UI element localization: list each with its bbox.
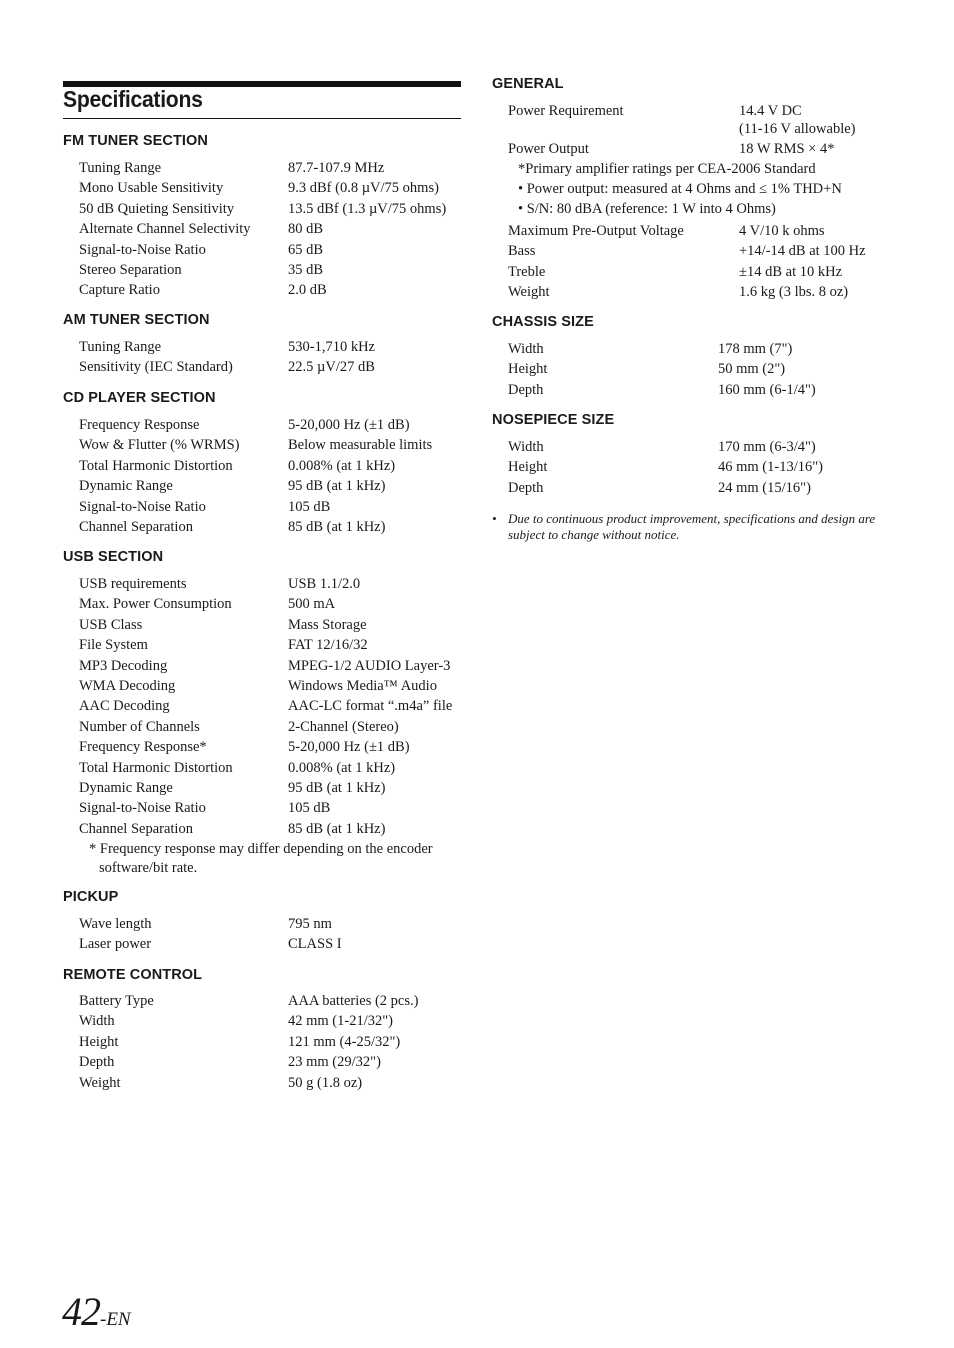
spec-value: 105 dB xyxy=(288,498,331,515)
spec-label: Frequency Response xyxy=(79,417,200,433)
spec-value: 42 mm (1-21/32") xyxy=(288,1013,393,1030)
spec-value: MPEG-1/2 AUDIO Layer-3 xyxy=(288,657,451,674)
spec-value: 46 mm (1-13/16") xyxy=(718,459,823,476)
spec-label: Tuning Range xyxy=(79,339,162,355)
spec-value: 22.5 µV/27 dB xyxy=(288,359,375,376)
spec-value: 65 dB xyxy=(288,241,324,258)
spec-label: USB Class xyxy=(79,616,143,633)
footnote-line: *Primary amplifier ratings per CEA-2006 Standard xyxy=(518,160,816,177)
spec-label: AAC Decoding xyxy=(79,698,170,715)
section-heading: CHASSIS SIZE xyxy=(492,314,594,330)
spec-label: Mono Usable Sensitivity xyxy=(79,180,224,197)
page-number-suffix: -EN xyxy=(100,1309,131,1330)
spec-value: 2-Channel (Stereo) xyxy=(288,718,399,735)
spec-label: Treble xyxy=(508,263,546,280)
spec-label: Depth xyxy=(79,1054,115,1071)
spec-value: 5-20,000 Hz (±1 dB) xyxy=(288,739,410,756)
spec-value: 170 mm (6-3/4") xyxy=(718,439,816,455)
spec-value: 85 dB (at 1 kHz) xyxy=(288,820,386,837)
spec-label: Tuning Range xyxy=(79,160,162,176)
spec-label: Width xyxy=(79,1013,115,1030)
spec-value: FAT 12/16/32 xyxy=(288,637,368,654)
spec-value: 50 g (1.8 oz) xyxy=(288,1074,363,1091)
section-heading: USB SECTION xyxy=(63,549,164,565)
spec-label: WMA Decoding xyxy=(79,678,176,694)
spec-label: Power Requirement xyxy=(508,103,624,119)
spec-label: Frequency Response* xyxy=(79,739,207,756)
spec-value: 80 dB xyxy=(288,221,324,238)
section-heading: GENERAL xyxy=(492,76,564,92)
page-title: Specifications xyxy=(63,86,203,112)
spec-value: 95 dB (at 1 kHz) xyxy=(288,478,386,495)
spec-label: Width xyxy=(508,341,544,357)
spec-value: Below measurable limits xyxy=(288,437,433,454)
section-heading: REMOTE CONTROL xyxy=(63,967,203,983)
spec-value: 35 dB xyxy=(288,262,324,278)
disclaimer-text: Due to continuous product improvement, specifications and design are subject to change without notice. xyxy=(508,511,876,542)
spec-value: 87.7-107.9 MHz xyxy=(288,160,385,176)
spec-label: Wave length xyxy=(79,916,152,932)
spec-label: Dynamic Range xyxy=(79,478,173,495)
spec-label: Height xyxy=(79,1033,119,1050)
spec-value: USB 1.1/2.0 xyxy=(288,576,361,592)
spec-label: Total Harmonic Distortion xyxy=(79,457,233,474)
page-number-value: 42 xyxy=(62,1289,100,1334)
spec-label: Sensitivity (IEC Standard) xyxy=(79,359,233,376)
spec-value: 14.4 V DC xyxy=(739,103,802,119)
spec-value: 23 mm (29/32") xyxy=(288,1054,381,1071)
spec-value: (11-16 V allowable) xyxy=(739,121,856,137)
spec-value: 530-1,710 kHz xyxy=(288,339,375,355)
spec-label: Signal-to-Noise Ratio xyxy=(79,241,206,258)
footnote-line: • Power output: measured at 4 Ohms and ≤ 1% THD+N xyxy=(518,181,842,198)
spec-value: Windows Media™ Audio xyxy=(288,678,437,694)
spec-label: Width xyxy=(508,439,544,455)
spec-value: 160 mm (6-1/4") xyxy=(718,381,816,398)
spec-label: Signal-to-Noise Ratio xyxy=(79,498,206,515)
spec-label: Stereo Separation xyxy=(79,262,182,278)
spec-label: Height xyxy=(508,459,548,476)
spec-label: Weight xyxy=(79,1074,121,1091)
spec-value: AAA batteries (2 pcs.) xyxy=(288,993,419,1009)
spec-label: Total Harmonic Distortion xyxy=(79,759,233,776)
section-heading: PICKUP xyxy=(63,889,119,905)
spec-value: 0.008% (at 1 kHz) xyxy=(288,759,396,776)
spec-label: MP3 Decoding xyxy=(79,657,168,674)
spec-value: 0.008% (at 1 kHz) xyxy=(288,457,396,474)
spec-label: Weight xyxy=(508,283,550,300)
spec-value: 13.5 dBf (1.3 µV/75 ohms) xyxy=(288,200,447,217)
spec-label: Wow & Flutter (% WRMS) xyxy=(79,437,240,454)
spec-value: 795 nm xyxy=(288,916,332,932)
spec-value: 5-20,000 Hz (±1 dB) xyxy=(288,417,410,433)
section-heading: CD PLAYER SECTION xyxy=(63,390,216,406)
section-heading: NOSEPIECE SIZE xyxy=(492,412,615,428)
spec-value: 4 V/10 k ohms xyxy=(739,222,825,239)
spec-label: Capture Ratio xyxy=(79,282,160,299)
spec-value: 500 mA xyxy=(288,596,336,613)
section-heading: FM TUNER SECTION xyxy=(63,133,208,149)
spec-value: 105 dB xyxy=(288,800,331,817)
title-rule xyxy=(63,118,461,119)
spec-label: Signal-to-Noise Ratio xyxy=(79,800,206,817)
spec-value: AAC-LC format “.m4a” file xyxy=(288,698,453,715)
spec-label: Depth xyxy=(508,381,544,398)
spec-value: 24 mm (15/16") xyxy=(718,479,811,496)
spec-value: 121 mm (4-25/32") xyxy=(288,1033,401,1050)
spec-label: Alternate Channel Selectivity xyxy=(79,221,251,238)
spec-label: USB requirements xyxy=(79,576,187,592)
spec-label: Channel Separation xyxy=(79,820,193,837)
spec-value: 2.0 dB xyxy=(288,282,327,299)
spec-value: 50 mm (2") xyxy=(718,361,786,378)
spec-value: CLASS I xyxy=(288,936,342,953)
footnote-line: software/bit rate. xyxy=(99,860,198,877)
spec-label: Dynamic Range xyxy=(79,780,173,796)
disclaimer-bullet: • xyxy=(492,511,497,526)
section-heading: AM TUNER SECTION xyxy=(63,312,210,328)
spec-value: 18 W RMS × 4* xyxy=(739,141,835,158)
spec-label: Channel Separation xyxy=(79,519,193,535)
spec-value: 85 dB (at 1 kHz) xyxy=(288,519,386,535)
spec-value: 1.6 kg (3 lbs. 8 oz) xyxy=(739,283,849,300)
spec-label: Battery Type xyxy=(79,993,154,1009)
spec-value: ±14 dB at 10 kHz xyxy=(739,263,843,280)
spec-label: Depth xyxy=(508,479,544,496)
spec-label: File System xyxy=(79,637,148,654)
spec-label: Number of Channels xyxy=(79,718,200,735)
spec-label: Laser power xyxy=(79,936,152,953)
spec-value: 95 dB (at 1 kHz) xyxy=(288,780,386,796)
spec-label: 50 dB Quieting Sensitivity xyxy=(79,200,235,217)
spec-label: Max. Power Consumption xyxy=(79,596,232,613)
spec-value: 178 mm (7") xyxy=(718,341,793,357)
spec-label: Power Output xyxy=(508,141,589,158)
spec-value: 9.3 dBf (0.8 µV/75 ohms) xyxy=(288,180,439,197)
spec-label: Maximum Pre-Output Voltage xyxy=(508,222,684,239)
spec-label: Height xyxy=(508,361,548,378)
footnote-line: • S/N: 80 dBA (reference: 1 W into 4 Ohms) xyxy=(518,201,776,218)
spec-value: +14/-14 dB at 100 Hz xyxy=(739,243,866,260)
page-number xyxy=(62,1288,131,1335)
spec-value: Mass Storage xyxy=(288,616,367,633)
spec-label: Bass xyxy=(508,243,536,260)
footnote-line: * Frequency response may differ depending on the encoder xyxy=(89,841,433,858)
